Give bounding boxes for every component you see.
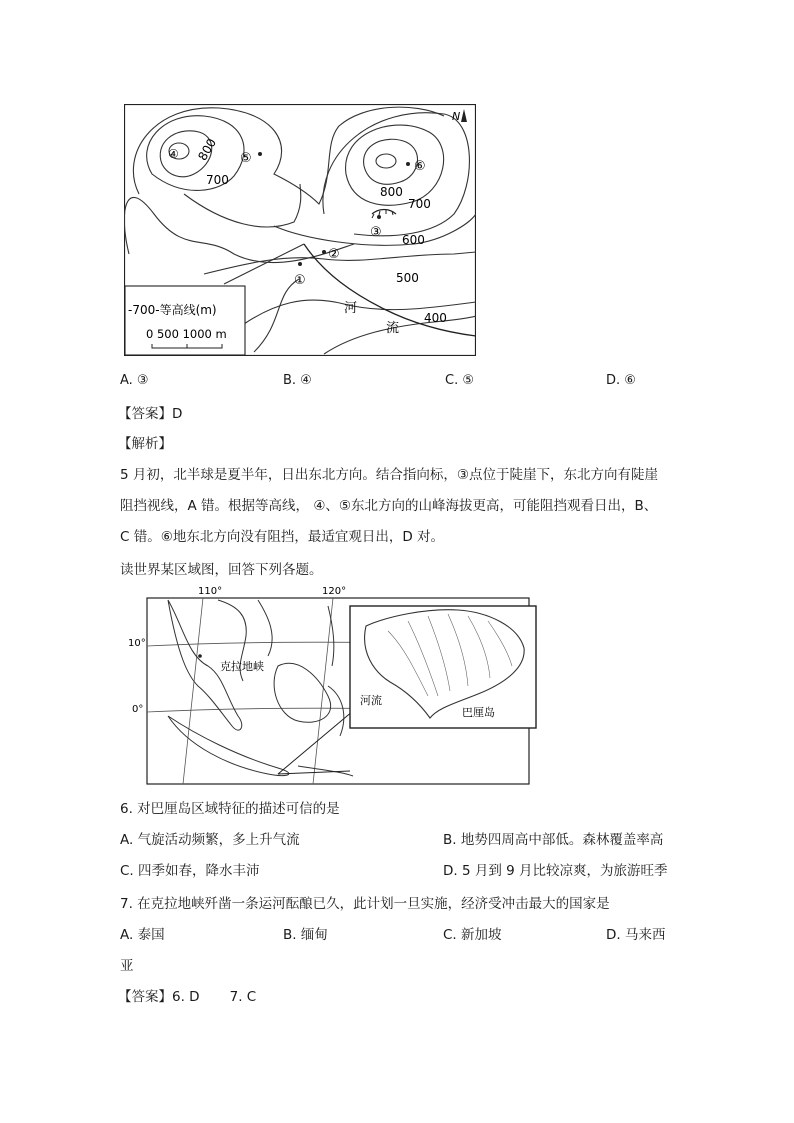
contour-label-800-right: 800 bbox=[380, 185, 403, 199]
analysis-heading: 【解析】 bbox=[118, 436, 172, 452]
answer-2: 【答案】6. D 7. C bbox=[118, 989, 257, 1005]
q6-option-a: A. 气旋活动频繁，多上升气流 bbox=[120, 832, 300, 848]
q6-option-b: B. 地势四周高中部低。森林覆盖率高 bbox=[443, 832, 664, 848]
lon-110: 110° bbox=[198, 586, 223, 597]
region-map bbox=[128, 586, 540, 788]
option-d: D. ⑥ bbox=[606, 373, 636, 388]
kra-label: 克拉地峡 bbox=[220, 660, 264, 673]
legend-scale: 0 500 1000 m bbox=[146, 327, 227, 341]
analysis-line-3: C 错。⑥地东北方向没有阻挡，最适宜观日出，D 对。 bbox=[120, 529, 445, 545]
label-point-2: ② bbox=[328, 247, 340, 262]
analysis-line-2: 阻挡视线，A 错。根据等高线， ④、⑤东北方向的山峰海拔更高，可能阻挡观看日出，B、 bbox=[120, 498, 658, 514]
option-c: C. ⑤ bbox=[445, 373, 474, 388]
lat-10: 10° bbox=[128, 638, 146, 649]
label-point-3: ③ bbox=[370, 225, 382, 240]
lat-0: 0° bbox=[132, 704, 144, 715]
contour-label-500: 500 bbox=[396, 271, 419, 285]
river-label-he: 河 bbox=[344, 301, 358, 316]
label-point-6: ⑥ bbox=[414, 159, 426, 174]
north-label: N bbox=[452, 110, 461, 123]
label-point-4: ④ bbox=[168, 147, 179, 161]
bali-label: 巴厘岛 bbox=[462, 706, 495, 719]
label-point-5: ⑤ bbox=[240, 151, 252, 166]
q6-option-d: D. 5 月到 9 月比较凉爽，为旅游旺季 bbox=[443, 863, 668, 879]
lon-120: 120° bbox=[322, 586, 347, 597]
contour-label-700-right: 700 bbox=[408, 197, 431, 211]
option-a: A. ③ bbox=[120, 373, 149, 388]
q7-option-d-wrap: 亚 bbox=[120, 958, 134, 974]
option-b: B. ④ bbox=[283, 373, 312, 388]
contour-label-600: 600 bbox=[402, 233, 425, 247]
q7-stem: 7. 在克拉地峡歼凿一条运河酝酿已久，此计划一旦实施，经济受冲击最大的国家是 bbox=[120, 896, 610, 912]
q7-option-c: C. 新加坡 bbox=[443, 927, 502, 943]
contour-label-800-left: 800 bbox=[195, 136, 219, 163]
contour-map bbox=[124, 104, 476, 356]
q7-option-b: B. 缅甸 bbox=[283, 927, 328, 943]
q6-stem: 6. 对巴厘岛区域特征的描述可信的是 bbox=[120, 801, 340, 817]
river-label-liu: 流 bbox=[386, 321, 400, 336]
label-point-1: ① bbox=[294, 273, 306, 288]
intro-2: 读世界某区域图，回答下列各题。 bbox=[120, 562, 323, 578]
q7-option-a: A. 泰国 bbox=[120, 927, 165, 943]
contour-label-700-left: 700 bbox=[206, 173, 229, 187]
q6-option-c: C. 四季如春，降水丰沛 bbox=[120, 863, 260, 879]
river-label: 河流 bbox=[360, 694, 382, 707]
contour-label-400: 400 bbox=[424, 311, 447, 325]
analysis-line-1: 5 月初，北半球是夏半年，日出东北方向。结合指向标，③点位于陡崖下，东北方向有陡崖 bbox=[120, 467, 658, 483]
q7-option-d: D. 马来西 bbox=[606, 927, 666, 943]
answer-1: 【答案】D bbox=[118, 406, 183, 422]
legend-contour: -700-等高线(m) bbox=[128, 303, 217, 317]
